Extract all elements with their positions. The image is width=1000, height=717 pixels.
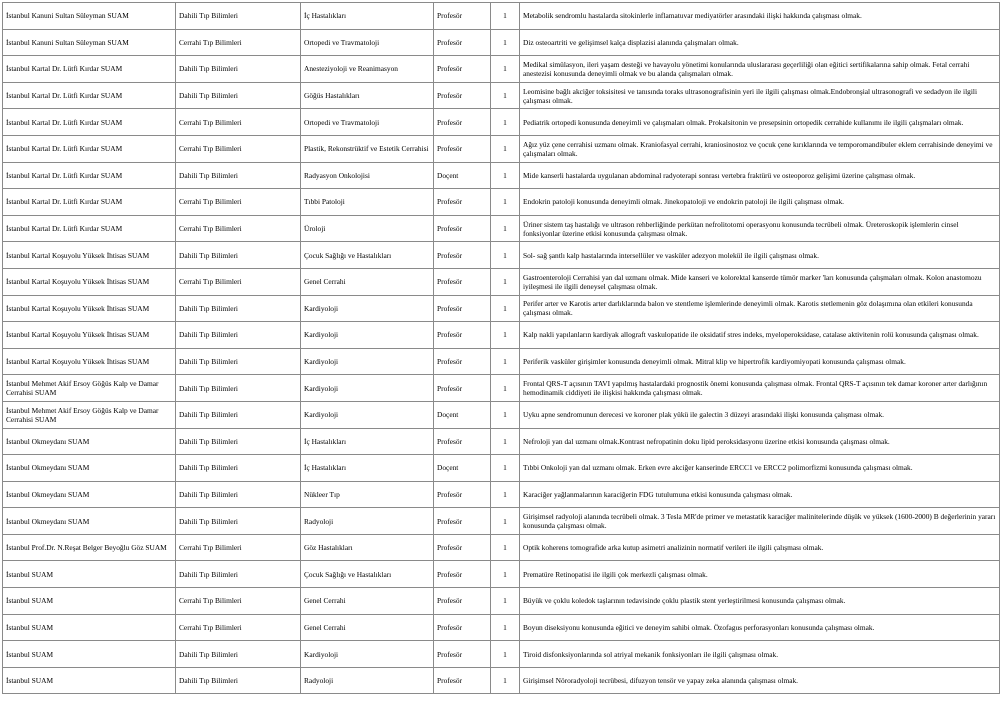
department-group-cell: Dahili Tıp Bilimleri — [176, 561, 301, 588]
table-row — [3, 162, 1000, 189]
specialty-cell: Göğüs Hastalıkları — [301, 82, 434, 109]
table-row — [3, 375, 1000, 402]
requirement-cell: Girişimsel Nöroradyoloji tecrübesi, difuzyon tensör ve yapay zeka alanında çalışması olmak. — [520, 667, 1000, 694]
table-row — [3, 189, 1000, 216]
title-cell: Profesör — [434, 534, 491, 561]
requirement-cell: Metabolik sendromlu hastalarda sitokinlerle inflamatuvar mediyatörler arasındaki ilişki hakkında çalışması olmak. — [520, 3, 1000, 30]
specialty-cell: Ortopedi ve Travmatoloji — [301, 29, 434, 56]
requirement-cell: Kalp nakli yapılanların kardiyak allograft vaskulopatide ile oksidatif stres indeks, myeloperoksidase, catalase aktivitenin rolü konusunda çalışması olmak. — [520, 322, 1000, 349]
hospital-cell: İstanbul SUAM — [3, 641, 176, 668]
title-cell: Profesör — [434, 242, 491, 269]
specialty-cell: Kardiyoloji — [301, 295, 434, 322]
count-cell: 1 — [491, 242, 520, 269]
hospital-cell: İstanbul Kanuni Sultan Süleyman SUAM — [3, 3, 176, 30]
position-table — [2, 2, 1000, 694]
hospital-cell: İstanbul SUAM — [3, 614, 176, 641]
hospital-cell: İstanbul SUAM — [3, 667, 176, 694]
department-group-cell: Dahili Tıp Bilimleri — [176, 242, 301, 269]
table-row — [3, 508, 1000, 535]
specialty-cell: Göz Hastalıkları — [301, 534, 434, 561]
hospital-cell: İstanbul SUAM — [3, 588, 176, 615]
count-cell: 1 — [491, 3, 520, 30]
specialty-cell: Genel Cerrahi — [301, 614, 434, 641]
requirement-cell: Üriner sistem taş hastalığı ve ultrason rehberliğinde perkütan nefrolitotomi operasyonu konusunda tecrübeli olmak. Üreteroskopik işlemlerin cinsel fonksiyonlar üzerine etkisi konusunda çalışması olmak. — [520, 215, 1000, 242]
count-cell: 1 — [491, 29, 520, 56]
table-row — [3, 3, 1000, 30]
specialty-cell: Genel Cerrahi — [301, 268, 434, 295]
table-row — [3, 667, 1000, 694]
table-row — [3, 641, 1000, 668]
title-cell: Profesör — [434, 614, 491, 641]
hospital-cell: İstanbul Kartal Dr. Lütfi Kırdar SUAM — [3, 109, 176, 136]
specialty-cell: Çocuk Sağlığı ve Hastalıkları — [301, 242, 434, 269]
requirement-cell: Büyük ve çoklu koledok taşlarının tedavisinde çoklu plastik stent yerleştirilmesi konusunda çalışması olmak. — [520, 588, 1000, 615]
requirement-cell: Diz osteoartriti ve gelişimsel kalça displazisi alanında çalışmaları olmak. — [520, 29, 1000, 56]
title-cell: Doçent — [434, 455, 491, 482]
table-row — [3, 242, 1000, 269]
hospital-cell: İstanbul Okmeydanı SUAM — [3, 428, 176, 455]
requirement-cell: Optik koherens tomografide arka kutup asimetri analizinin normatif verileri ile ilgili çalışması olmak. — [520, 534, 1000, 561]
title-cell: Profesör — [434, 295, 491, 322]
title-cell: Profesör — [434, 322, 491, 349]
specialty-cell: İç Hastalıkları — [301, 455, 434, 482]
count-cell: 1 — [491, 428, 520, 455]
hospital-cell: İstanbul Kanuni Sultan Süleyman SUAM — [3, 29, 176, 56]
hospital-cell: İstanbul Kartal Koşuyolu Yüksek İhtisas SUAM — [3, 295, 176, 322]
table-row — [3, 29, 1000, 56]
count-cell: 1 — [491, 82, 520, 109]
hospital-cell: İstanbul Okmeydanı SUAM — [3, 508, 176, 535]
count-cell: 1 — [491, 348, 520, 375]
title-cell: Doçent — [434, 162, 491, 189]
department-group-cell: Dahili Tıp Bilimleri — [176, 162, 301, 189]
department-group-cell: Dahili Tıp Bilimleri — [176, 455, 301, 482]
title-cell: Profesör — [434, 29, 491, 56]
requirement-cell: Perifer arter ve Karotis arter darlıklarında balon ve stentleme işlemlerinde deneyimli olmak. Karotis stetlemenin göz dolaşımına olan etkileri konusunda çalışması olmak. — [520, 295, 1000, 322]
specialty-cell: Çocuk Sağlığı ve Hastalıkları — [301, 561, 434, 588]
count-cell: 1 — [491, 295, 520, 322]
hospital-cell: İstanbul Kartal Dr. Lütfi Kırdar SUAM — [3, 189, 176, 216]
title-cell: Profesör — [434, 135, 491, 162]
count-cell: 1 — [491, 588, 520, 615]
title-cell: Profesör — [434, 428, 491, 455]
table-row — [3, 455, 1000, 482]
title-cell: Profesör — [434, 215, 491, 242]
title-cell: Profesör — [434, 189, 491, 216]
count-cell: 1 — [491, 508, 520, 535]
title-cell: Profesör — [434, 667, 491, 694]
specialty-cell: Nükleer Tıp — [301, 481, 434, 508]
table-row — [3, 481, 1000, 508]
count-cell: 1 — [491, 455, 520, 482]
table-row — [3, 588, 1000, 615]
department-group-cell: Dahili Tıp Bilimleri — [176, 641, 301, 668]
table-row — [3, 428, 1000, 455]
title-cell: Profesör — [434, 375, 491, 402]
specialty-cell: Radyoloji — [301, 508, 434, 535]
count-cell: 1 — [491, 189, 520, 216]
department-group-cell: Cerrahi Tıp Bilimleri — [176, 135, 301, 162]
table-row — [3, 56, 1000, 83]
hospital-cell: İstanbul Kartal Koşuyolu Yüksek İhtisas SUAM — [3, 268, 176, 295]
table-row — [3, 82, 1000, 109]
hospital-cell: İstanbul Okmeydanı SUAM — [3, 481, 176, 508]
hospital-cell: İstanbul Kartal Dr. Lütfi Kırdar SUAM — [3, 82, 176, 109]
table-row — [3, 348, 1000, 375]
requirement-cell: Tiroid disfonksiyonlarında sol atriyal mekanik fonksiyonları ile ilgili çalışması olmak. — [520, 641, 1000, 668]
requirement-cell: Girişimsel radyoloji alanında tecrübeli olmak. 3 Tesla MR'de primer ve metastatik karaciğer malinitelerinde düşük ve yüksek (1600-2000) B değerlerinin yararı konusunda çalışması olmak. — [520, 508, 1000, 535]
table-row — [3, 135, 1000, 162]
count-cell: 1 — [491, 375, 520, 402]
specialty-cell: Genel Cerrahi — [301, 588, 434, 615]
requirement-cell: Periferik vasküler girişimler konusunda deneyimli olmak. Mitral klip ve hipertrofik kardiyomiyopati konusunda çalışması olmak. — [520, 348, 1000, 375]
count-cell: 1 — [491, 614, 520, 641]
specialty-cell: Kardiyoloji — [301, 375, 434, 402]
department-group-cell: Dahili Tıp Bilimleri — [176, 375, 301, 402]
specialty-cell: İç Hastalıkları — [301, 3, 434, 30]
specialty-cell: Kardiyoloji — [301, 401, 434, 428]
specialty-cell: Tıbbi Patoloji — [301, 189, 434, 216]
specialty-cell: Anesteziyoloji ve Reanimasyon — [301, 56, 434, 83]
requirement-cell: Pediatrik ortopedi konusunda deneyimli ve çalışmaları olmak. Prokalsitonin ve presepsinin ortopedik cerrahide kullanımı ile ilgili çalışmaları olmak. — [520, 109, 1000, 136]
specialty-cell: Kardiyoloji — [301, 322, 434, 349]
specialty-cell: Üroloji — [301, 215, 434, 242]
requirement-cell: Sol- sağ şantlı kalp hastalarında intersellüler ve vasküler adezyon molekül ile ilgili çalışması olmak. — [520, 242, 1000, 269]
hospital-cell: İstanbul Kartal Dr. Lütfi Kırdar SUAM — [3, 162, 176, 189]
specialty-cell: İç Hastalıkları — [301, 428, 434, 455]
requirement-cell: Nefroloji yan dal uzmanı olmak.Kontrast nefropatinin doku lipid peroksidasyonu üzerine etkisi konusunda çalışması olmak. — [520, 428, 1000, 455]
title-cell: Profesör — [434, 588, 491, 615]
department-group-cell: Dahili Tıp Bilimleri — [176, 401, 301, 428]
department-group-cell: Dahili Tıp Bilimleri — [176, 322, 301, 349]
table-row — [3, 295, 1000, 322]
table-row — [3, 534, 1000, 561]
specialty-cell: Kardiyoloji — [301, 348, 434, 375]
title-cell: Profesör — [434, 3, 491, 30]
hospital-cell: İstanbul Kartal Dr. Lütfi Kırdar SUAM — [3, 56, 176, 83]
requirement-cell: Medikal simülasyon, ileri yaşam desteği ve havayolu yönetimi konularında uluslararası geçerliliği olan eğitici sertifikalarına sahip olmak. Fetal cerrahi anestezisi konusunda deneyimli olmak ve bu alanda çalışmaları olmak. — [520, 56, 1000, 83]
requirement-cell: Frontal QRS-T açısının TAVI yapılmış hastalardaki prognostik önemi konusunda çalışması olmak. Frontal QRS-T açısının tek damar koroner arter darlığının hemodinamik ciddiyeti ile ilişkisi hakkında çalışması olmak. — [520, 375, 1000, 402]
hospital-cell: İstanbul Kartal Koşuyolu Yüksek İhtisas SUAM — [3, 348, 176, 375]
hospital-cell: İstanbul Kartal Koşuyolu Yüksek İhtisas SUAM — [3, 242, 176, 269]
hospital-cell: İstanbul Mehmet Akif Ersoy Göğüs Kalp ve Damar Cerrahisi SUAM — [3, 375, 176, 402]
title-cell: Profesör — [434, 268, 491, 295]
department-group-cell: Dahili Tıp Bilimleri — [176, 82, 301, 109]
table-row — [3, 614, 1000, 641]
department-group-cell: Dahili Tıp Bilimleri — [176, 56, 301, 83]
department-group-cell: Dahili Tıp Bilimleri — [176, 295, 301, 322]
department-group-cell: Cerrahi Tıp Bilimleri — [176, 614, 301, 641]
department-group-cell: Dahili Tıp Bilimleri — [176, 508, 301, 535]
requirement-cell: Tıbbi Onkoloji yan dal uzmanı olmak. Erken evre akciğer kanserinde ERCC1 ve ERCC2 polimorfizmi konusunda çalışması olmak. — [520, 455, 1000, 482]
count-cell: 1 — [491, 215, 520, 242]
specialty-cell: Radyasyon Onkolojisi — [301, 162, 434, 189]
count-cell: 1 — [491, 401, 520, 428]
hospital-cell: İstanbul Kartal Koşuyolu Yüksek İhtisas SUAM — [3, 322, 176, 349]
title-cell: Profesör — [434, 561, 491, 588]
count-cell: 1 — [491, 561, 520, 588]
title-cell: Profesör — [434, 56, 491, 83]
department-group-cell: Dahili Tıp Bilimleri — [176, 481, 301, 508]
department-group-cell: Dahili Tıp Bilimleri — [176, 667, 301, 694]
count-cell: 1 — [491, 322, 520, 349]
requirement-cell: Gastroenteroloji Cerrahisi yan dal uzmanı olmak. Mide kanseri ve kolorektal kanserde tümör marker 'ları konusunda çalışmaları olmak. Kolon anastomozu iyileşmesi ile ilgili deneysel çalışması olmak. — [520, 268, 1000, 295]
department-group-cell: Dahili Tıp Bilimleri — [176, 428, 301, 455]
requirement-cell: Uyku apne sendromunun derecesi ve koroner plak yükü ile galectin 3 düzeyi arasındaki ilişki konusunda çalışması olmak. — [520, 401, 1000, 428]
specialty-cell: Plastik, Rekonstrüktif ve Estetik Cerrahisi — [301, 135, 434, 162]
count-cell: 1 — [491, 109, 520, 136]
count-cell: 1 — [491, 135, 520, 162]
title-cell: Profesör — [434, 109, 491, 136]
department-group-cell: Cerrahi Tıp Bilimleri — [176, 215, 301, 242]
table-row — [3, 215, 1000, 242]
hospital-cell: İstanbul Okmeydanı SUAM — [3, 455, 176, 482]
title-cell: Profesör — [434, 481, 491, 508]
specialty-cell: Kardiyoloji — [301, 641, 434, 668]
requirement-cell: Karaciğer yağlanmalarının karaciğerin FDG tutulumuna etkisi konusunda çalışması olmak. — [520, 481, 1000, 508]
title-cell: Profesör — [434, 348, 491, 375]
table-row — [3, 322, 1000, 349]
hospital-cell: İstanbul Prof.Dr. N.Reşat Belger Beyoğlu Göz SUAM — [3, 534, 176, 561]
count-cell: 1 — [491, 481, 520, 508]
requirement-cell: Ağız yüz çene cerrahisi uzmanı olmak. Kraniofasyal cerrahi, kraniosinostoz ve çocuk çene kırıklarında ve temporomandibuler eklem cerrahisinde deneyimi ve çalışmaları olmak. — [520, 135, 1000, 162]
department-group-cell: Dahili Tıp Bilimleri — [176, 3, 301, 30]
department-group-cell: Cerrahi Tıp Bilimleri — [176, 189, 301, 216]
hospital-cell: İstanbul SUAM — [3, 561, 176, 588]
count-cell: 1 — [491, 667, 520, 694]
count-cell: 1 — [491, 534, 520, 561]
title-cell: Profesör — [434, 508, 491, 535]
requirement-cell: Prematüre Retinopatisi ile ilgili çok merkezli çalışması olmak. — [520, 561, 1000, 588]
hospital-cell: İstanbul Kartal Dr. Lütfi Kırdar SUAM — [3, 215, 176, 242]
count-cell: 1 — [491, 268, 520, 295]
table-row — [3, 561, 1000, 588]
department-group-cell: Cerrahi Tıp Bilimleri — [176, 534, 301, 561]
specialty-cell: Ortopedi ve Travmatoloji — [301, 109, 434, 136]
count-cell: 1 — [491, 641, 520, 668]
department-group-cell: Dahili Tıp Bilimleri — [176, 348, 301, 375]
table-row — [3, 401, 1000, 428]
department-group-cell: Cerrahi Tıp Bilimleri — [176, 588, 301, 615]
title-cell: Profesör — [434, 641, 491, 668]
department-group-cell: Cerrahi Tıp Bilimleri — [176, 268, 301, 295]
hospital-cell: İstanbul Mehmet Akif Ersoy Göğüs Kalp ve Damar Cerrahisi SUAM — [3, 401, 176, 428]
title-cell: Doçent — [434, 401, 491, 428]
hospital-cell: İstanbul Kartal Dr. Lütfi Kırdar SUAM — [3, 135, 176, 162]
title-cell: Profesör — [434, 82, 491, 109]
department-group-cell: Cerrahi Tıp Bilimleri — [176, 109, 301, 136]
requirement-cell: Endokrin patoloji konusunda deneyimli olmak. Jinekopatoloji ve endokrin patoloji ile ilgili çalışması olmak. — [520, 189, 1000, 216]
requirement-cell: Leomisine bağlı akciğer toksisitesi ve tanısında toraks ultrasonografisinin yeri ile ilgili çalışması olmak.Endobronşial ultrasonografi ve sedadyon ile ilgili çalışması olmak. — [520, 82, 1000, 109]
requirement-cell: Mide kanserli hastalarda uygulanan abdominal radyoterapi sonrası vertebra fraktürü ve osteoporoz gelişimi üzerine çalışması olmak. — [520, 162, 1000, 189]
count-cell: 1 — [491, 162, 520, 189]
table-row — [3, 109, 1000, 136]
table-row — [3, 268, 1000, 295]
department-group-cell: Cerrahi Tıp Bilimleri — [176, 29, 301, 56]
requirement-cell: Boyun diseksiyonu konusunda eğitici ve deneyim sahibi olmak. Özofagus perforasyonları konusunda çalışması olmak. — [520, 614, 1000, 641]
specialty-cell: Radyoloji — [301, 667, 434, 694]
count-cell: 1 — [491, 56, 520, 83]
